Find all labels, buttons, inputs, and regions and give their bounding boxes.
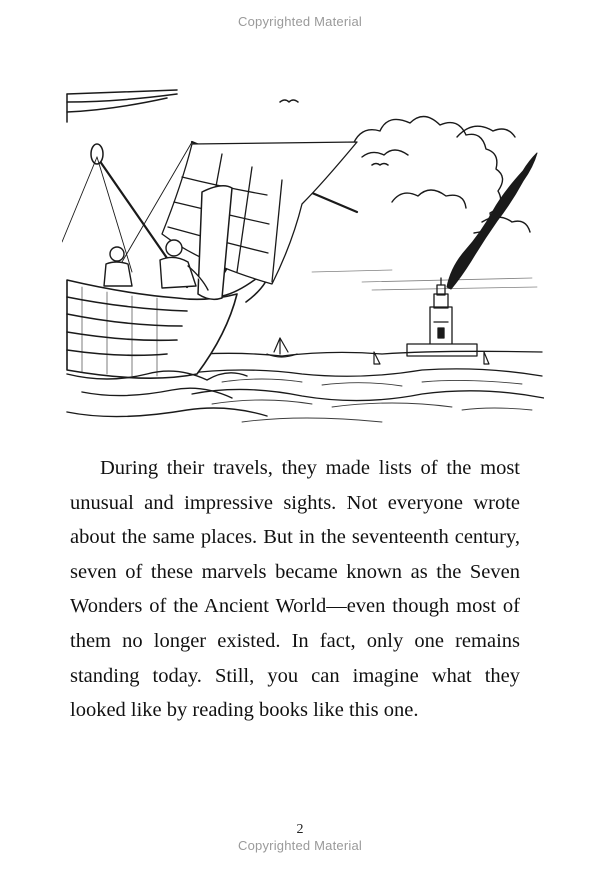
ship-and-lighthouse-icon (62, 82, 544, 432)
page-number: 2 (296, 822, 304, 837)
copyright-watermark-bottom: Copyrighted Material (238, 838, 362, 853)
copyright-watermark-top: Copyrighted Material (238, 14, 362, 29)
body-paragraph: During their travels, they made lists of the most unusual and impressive sights. Not everyone wrote about the same places. But in the seventeenth century, seven of these marvels became known as the Seven Wonders of the Ancient World—even though most of them no longer existed. In fact, only one remains standing today. Still, you can imagine what they looked like by reading books like this one. (70, 457, 520, 722)
